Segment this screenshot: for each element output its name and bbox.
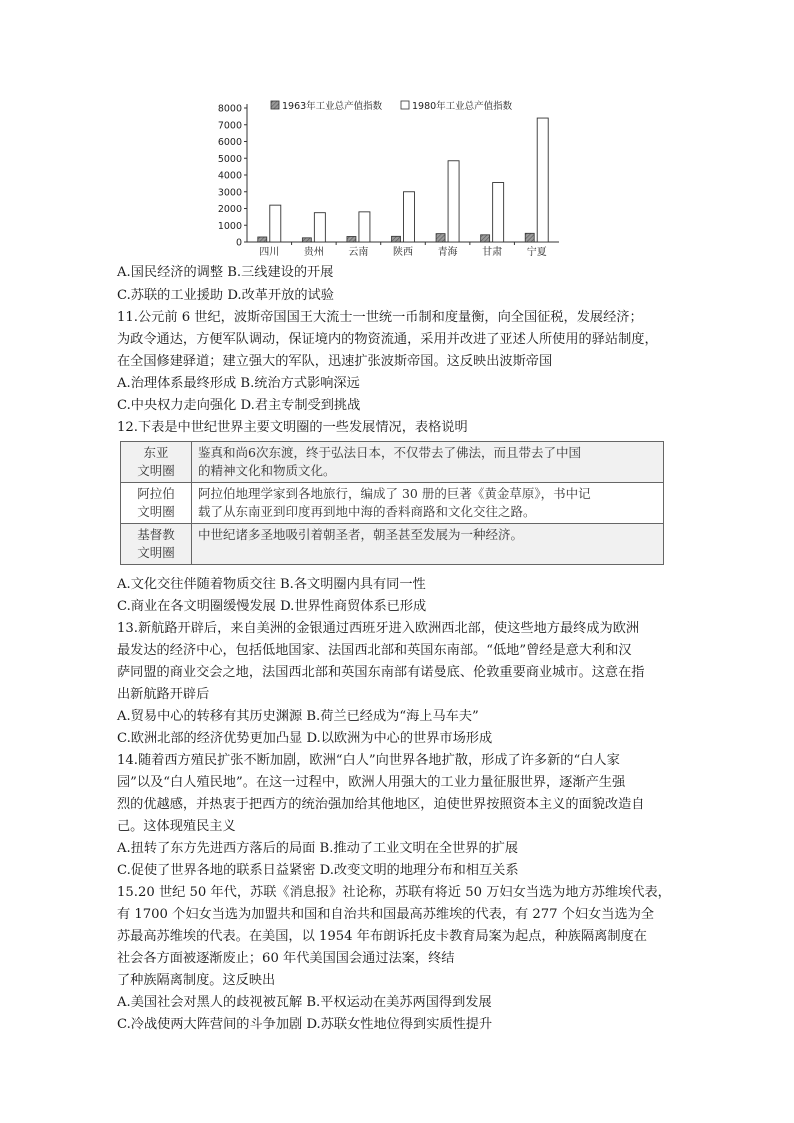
q15-stem-line: 有 1700 个妇女当选为加盟共和国和自治共和国最高苏维埃的代表，有 277 个妇女当选为全	[117, 907, 655, 922]
q11-stem-line: 为政令通达，方便军队调动，保证境内的物资流通，采用并改进了亚述人所使用的驿站制度，	[117, 332, 658, 347]
y-tick-label: 5000	[217, 153, 242, 165]
bar-1980	[359, 212, 370, 242]
bar-1963	[436, 234, 445, 242]
bar-1963	[481, 235, 490, 242]
q15-stem-line: 15.20 世纪 50 年代，苏联《消息报》社论称，苏联有将近 50 万妇女当选为地方苏维埃代表，	[117, 885, 671, 900]
q14-options-ab: A.扭转了东方先进西方落后的局面 B.推动了工业文明在全世界的扩展	[117, 841, 519, 856]
x-category-label: 甘肃	[482, 247, 503, 258]
q11-stem-line: 在全国修建驿道；建立强大的军队，迅速扩张波斯帝国。这反映出波斯帝国	[117, 354, 553, 369]
table-row	[121, 524, 664, 565]
legend-swatch-1980	[401, 101, 409, 109]
q14-stem-line: 烈的优越感，并热衷于把西方的统治强加给其他地区，迫使世界按照资本主义的面貌改造自	[117, 797, 645, 812]
q15-stem-line: 社会各方面被逐渐废止；60 年代美国国会通过法案，终结	[117, 951, 455, 966]
bar-1980	[493, 183, 504, 242]
q14-stem-line: 园”以及“白人殖民地”。在这一过程中，欧洲人用强大的工业力量征服世界，逐渐产生强	[117, 775, 626, 790]
y-tick-label: 7000	[217, 120, 242, 132]
civilization-table	[120, 441, 664, 565]
legend-swatch-1963	[271, 101, 279, 109]
x-category-label: 云南	[348, 247, 369, 258]
q13-stem-line: 13.新航路开辟后，来自美洲的金银通过西班牙进入欧洲西北部，使这些地方最终成为欧洲	[117, 621, 640, 636]
q12-options-ab: A.文化交往伴随着物质交往 B.各文明圈内具有同一性	[117, 577, 426, 592]
q10-options-ab: A.国民经济的调整 B.三线建设的开展	[117, 265, 334, 280]
y-tick-label: 6000	[217, 137, 242, 148]
bar-1980	[314, 213, 325, 242]
q12-stem: 12.下表是中世纪世界主要文明圈的一些发展情况，表格说明	[117, 420, 468, 435]
y-tick-label: 3000	[217, 187, 242, 199]
q14-options-cd: C.促使了世界各地的联系日益紧密 D.改变文明的地理分布和相互关系	[117, 863, 519, 878]
q14-stem-line: 14.随着西方殖民扩张不断加剧，欧洲“白人”向世界各地扩散，形成了许多新的“白人家	[117, 753, 620, 768]
q13-stem-line: 出新航路开辟后	[117, 687, 210, 702]
bar-1963	[392, 236, 401, 242]
table-row	[121, 483, 664, 524]
q15-options-cd: C.冷战使两大阵营间的斗争加剧 D.苏联女性地位得到实质性提升	[117, 1017, 493, 1032]
y-tick-label: 8000	[217, 103, 242, 115]
x-category-label: 四川	[259, 247, 280, 258]
bar-1980	[448, 161, 459, 242]
legend-label-1963: 1963年工业总产值指数	[282, 101, 383, 112]
legend-label-1980: 1980年工业总产值指数	[412, 101, 513, 112]
table-cell-desc: 阿拉伯地理学家到各地旅行，编成了 30 册的巨著《黄金草原》，书中记 载了从东南亚到印度再到地中海的香料商路和文化交往之路。	[192, 483, 664, 524]
bar-1963	[302, 238, 311, 242]
bar-1980	[537, 118, 548, 242]
x-category-label: 青海	[437, 247, 458, 258]
table-cell-name: 东亚 文明圈	[121, 442, 192, 483]
table-cell-name: 阿拉伯 文明圈	[121, 483, 192, 524]
q11-stem-line: 11.公元前 6 世纪，波斯帝国国王大流士一世统一币制和度量衡，向全国征税，发展经济；	[117, 310, 643, 325]
industrial-output-chart	[213, 97, 563, 259]
q15-stem-line: 苏最高苏维埃的代表。在美国，以 1954 年布朗诉托皮卡教育局案为起点，种族隔离制度在	[117, 929, 647, 944]
q13-stem-line: 萨同盟的商业交会之地，法国西北部和英国东南部有诺曼底、伦敦重要商业城市。这意在指	[117, 665, 645, 680]
table-cell-desc: 中世纪诸多圣地吸引着朝圣者，朝圣甚至发展为一种经济。	[192, 524, 664, 565]
q15-stem-line: 了种族隔离制度。这反映出	[117, 973, 276, 988]
q13-stem-line: 最发达的经济中心，包括低地国家、法国西北部和英国东南部。“低地”曾经是意大利和汉	[117, 643, 632, 658]
q10-options-cd: C.苏联的工业援助 D.改革开放的试验	[117, 288, 334, 303]
x-category-label: 陕西	[393, 247, 413, 258]
y-tick-label: 0	[235, 237, 242, 249]
x-category-label: 贵州	[303, 247, 324, 258]
q15-options-ab: A.美国社会对黑人的歧视被瓦解 B.平权运动在美苏两国得到发展	[117, 995, 492, 1010]
y-tick-label: 2000	[217, 204, 242, 215]
q11-options-ab: A.治理体系最终形成 B.统治方式影响深远	[117, 376, 360, 391]
q13-options-ab: A.贸易中心的转移有其历史渊源 B.荷兰已经成为“海上马车夫”	[117, 709, 479, 724]
q11-options-cd: C.中央权力走向强化 D.君主专制受到挑战	[117, 398, 361, 413]
bar-1963	[525, 233, 534, 242]
q14-stem-line: 己。这体现殖民主义	[117, 819, 236, 834]
bar-1980	[270, 205, 281, 242]
y-tick-label: 4000	[217, 170, 242, 182]
x-category-label: 宁夏	[526, 247, 547, 258]
q13-options-cd: C.欧洲北部的经济优势更加凸显 D.以欧洲为中心的世界市场形成	[117, 731, 493, 746]
bar-1963	[347, 236, 356, 242]
table-cell-name: 基督教 文明圈	[121, 524, 192, 565]
bar-1980	[404, 192, 415, 242]
q12-options-cd: C.商业在各文明圈缓慢发展 D.世界性商贸体系已形成	[117, 599, 427, 614]
table-cell-desc: 鉴真和尚6次东渡，终于弘法日本，不仅带去了佛法，而且带去了中国 的精神文化和物质文化。	[192, 442, 664, 483]
table-row	[121, 442, 664, 483]
y-tick-label: 1000	[217, 220, 242, 232]
bar-1963	[258, 237, 267, 242]
